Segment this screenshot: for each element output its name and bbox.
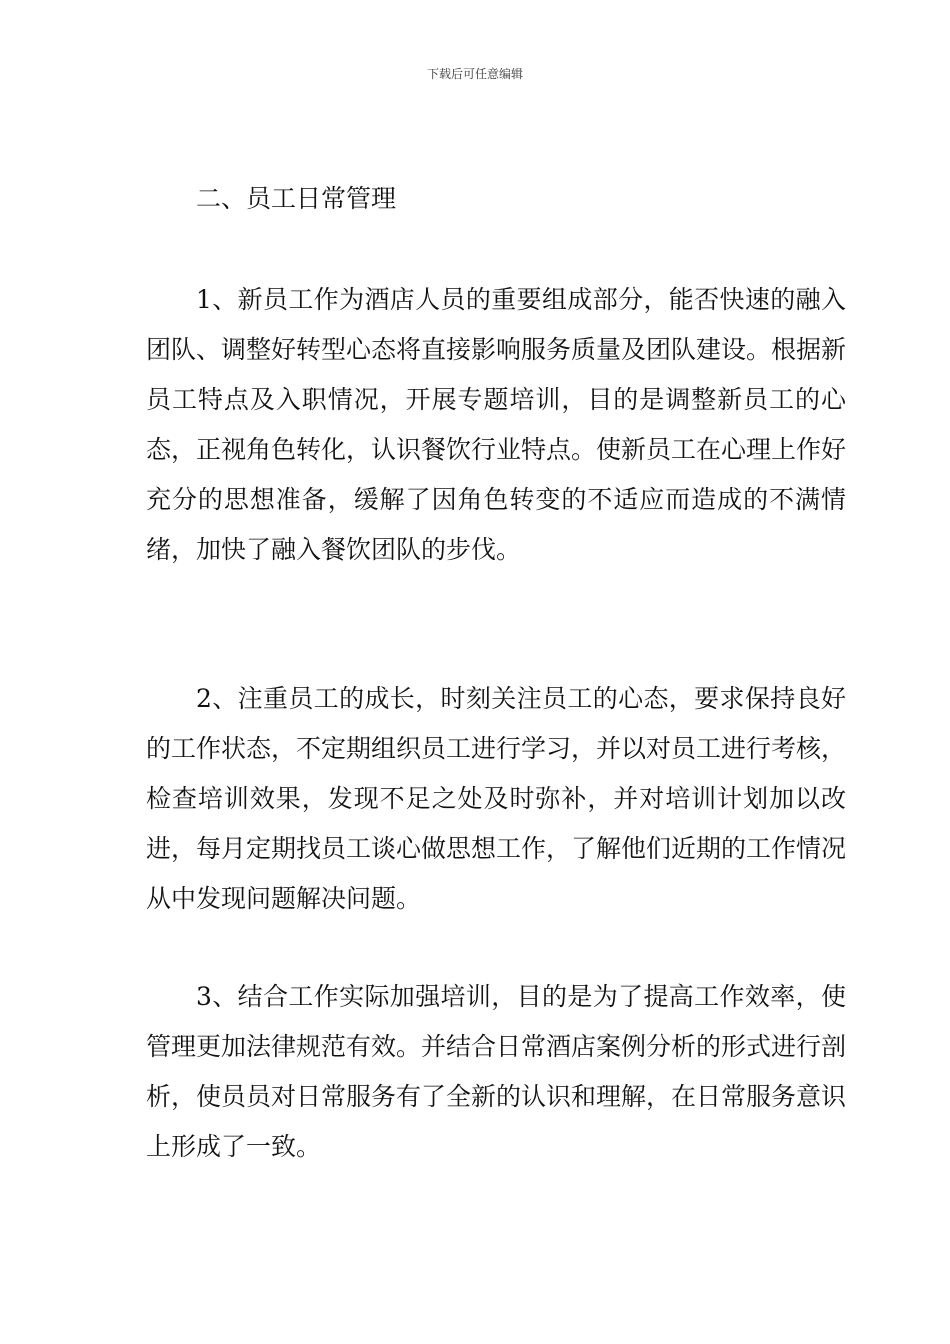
section-heading: 二、员工日常管理	[196, 184, 397, 213]
paragraph-2: 2、注重员工的成长，时刻关注员工的心态，要求保持良好的工作状态，不定期组织员工进行学习，并以对员工进行考核，检查培训效果，发现不足之处及时弥补，并对培训计划加以改进，每月定期找员工谈心做思想工作，了解他们近期的工作情况从中发现问题解决问题。	[146, 684, 847, 913]
header-note: 下载后可任意编辑	[426, 67, 523, 81]
paragraph-1: 1、新员工作为酒店人员的重要组成部分，能否快速的融入团队、调整好转型心态将直接影响服务质量及团队建设。根据新员工特点及入职情况，开展专题培训，目的是调整新员工的心态，正视角色转化，认识餐饮行业特点。使新员工在心理上作好充分的思想准备，缓解了因角色转变的不适应而造成的不满情绪，加快了融入餐饮团队的步伐。	[146, 285, 847, 564]
paragraph-3: 3、结合工作实际加强培训，目的是为了提高工作效率，使管理更加法律规范有效。并结合日常酒店案例分析的形式进行剖析，使员员对日常服务有了全新的认识和理解，在日常服务意识上形成了一致。	[146, 982, 847, 1161]
